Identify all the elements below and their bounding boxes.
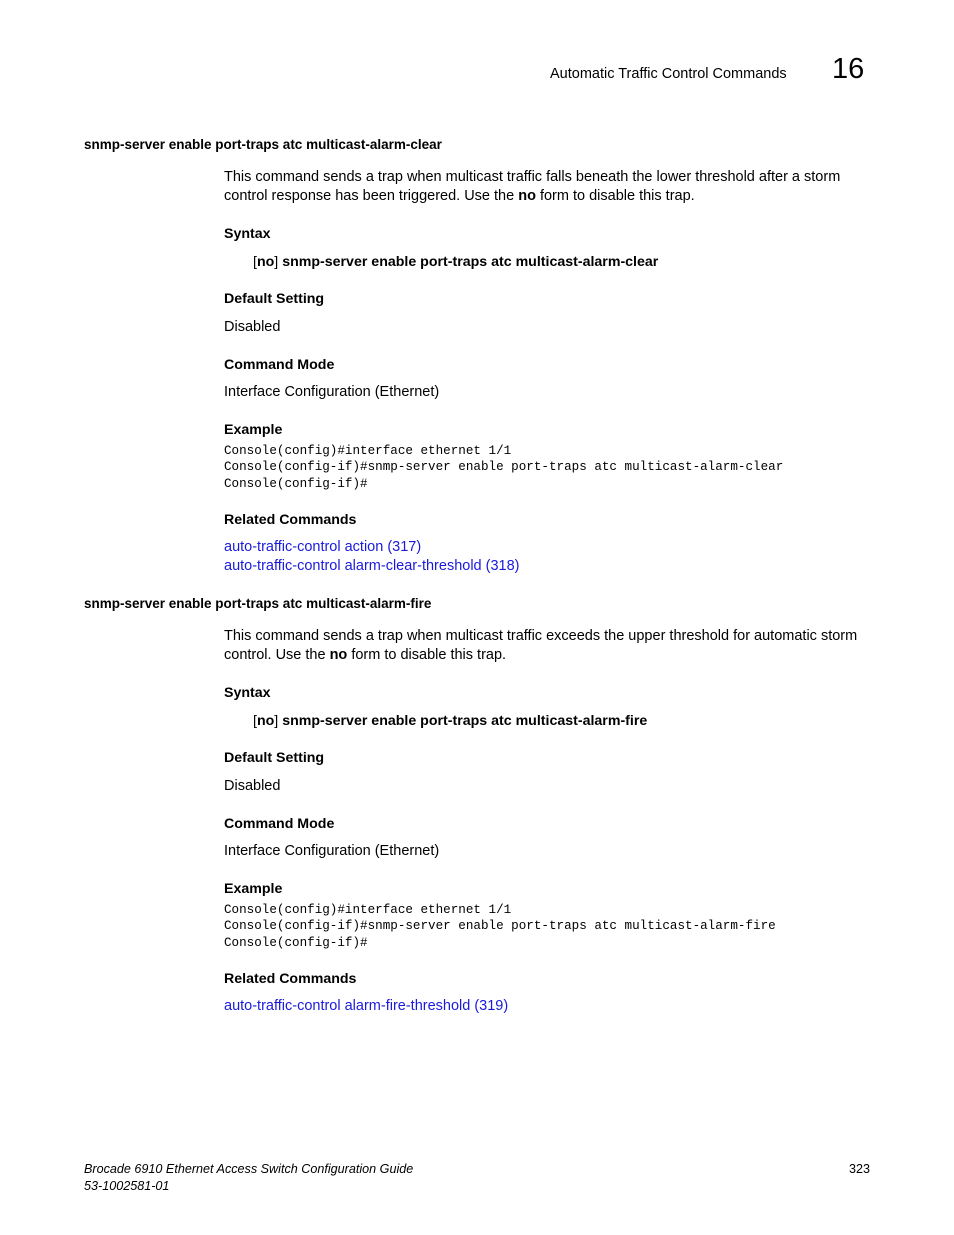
code-line: Console(config-if)#snmp-server enable port-traps atc multicast-alarm-fire — [224, 919, 776, 934]
code-line: Console(config)#interface ethernet 1/1 — [224, 444, 512, 458]
code-example — [224, 902, 776, 951]
chapter-title: Automatic Traffic Control Commands — [550, 66, 787, 82]
chapter-number: 16 — [832, 53, 865, 85]
page-number: 323 — [849, 1162, 871, 1176]
default-setting-heading: Default Setting — [224, 750, 325, 766]
footer-doc-number: 53-1002581-01 — [84, 1179, 170, 1193]
code-line: Console(config)#interface ethernet 1/1 — [224, 903, 512, 917]
default-setting-heading: Default Setting — [224, 291, 325, 307]
description-alarm-clear: This command sends a trap when multicast traffic falls beneath the lower threshold after a storm control response has been triggered. Use the no form to disable this trap. — [224, 169, 841, 204]
command-mode-heading: Command Mode — [224, 816, 335, 832]
command-title-alarm-fire: snmp-server enable port-traps atc multicast-alarm-fire — [84, 596, 432, 611]
no-keyword: no — [518, 188, 536, 204]
command-title-alarm-clear: snmp-server enable port-traps atc multicast-alarm-clear — [84, 137, 442, 152]
example-heading: Example — [224, 422, 283, 438]
syntax-line: [no] snmp-server enable port-traps atc multicast-alarm-clear — [253, 254, 659, 270]
related-link-alarm-clear-threshold[interactable]: auto-traffic-control alarm-clear-threshold (318) — [224, 558, 520, 574]
code-line: Console(config-if)# — [224, 935, 368, 950]
related-link-action[interactable]: auto-traffic-control action (317) — [224, 539, 422, 555]
related-commands-heading: Related Commands — [224, 512, 357, 528]
related-commands-heading: Related Commands — [224, 971, 357, 987]
no-keyword: no — [329, 647, 348, 663]
command-mode-value: Interface Configuration (Ethernet) — [224, 843, 440, 859]
code-example — [224, 443, 783, 492]
syntax-heading: Syntax — [224, 226, 271, 242]
command-mode-value: Interface Configuration (Ethernet) — [224, 384, 440, 400]
command-mode-heading: Command Mode — [224, 357, 335, 373]
default-setting-value: Disabled — [224, 778, 281, 794]
description-alarm-fire: This command sends a trap when multicast traffic exceeds the upper threshold for automatic storm control. Use the no form to disable this trap. — [224, 628, 858, 663]
default-setting-value: Disabled — [224, 319, 281, 335]
footer-guide-title: Brocade 6910 Ethernet Access Switch Configuration Guide — [84, 1162, 414, 1176]
syntax-line: [no] snmp-server enable port-traps atc multicast-alarm-fire — [253, 713, 648, 729]
syntax-heading: Syntax — [224, 685, 271, 701]
code-line: Console(config-if)#snmp-server enable port-traps atc multicast-alarm-clear — [224, 460, 784, 475]
related-link-alarm-fire-threshold[interactable]: auto-traffic-control alarm-fire-threshold (319) — [224, 998, 509, 1014]
example-heading: Example — [224, 881, 283, 897]
code-line: Console(config-if)# — [224, 476, 368, 491]
